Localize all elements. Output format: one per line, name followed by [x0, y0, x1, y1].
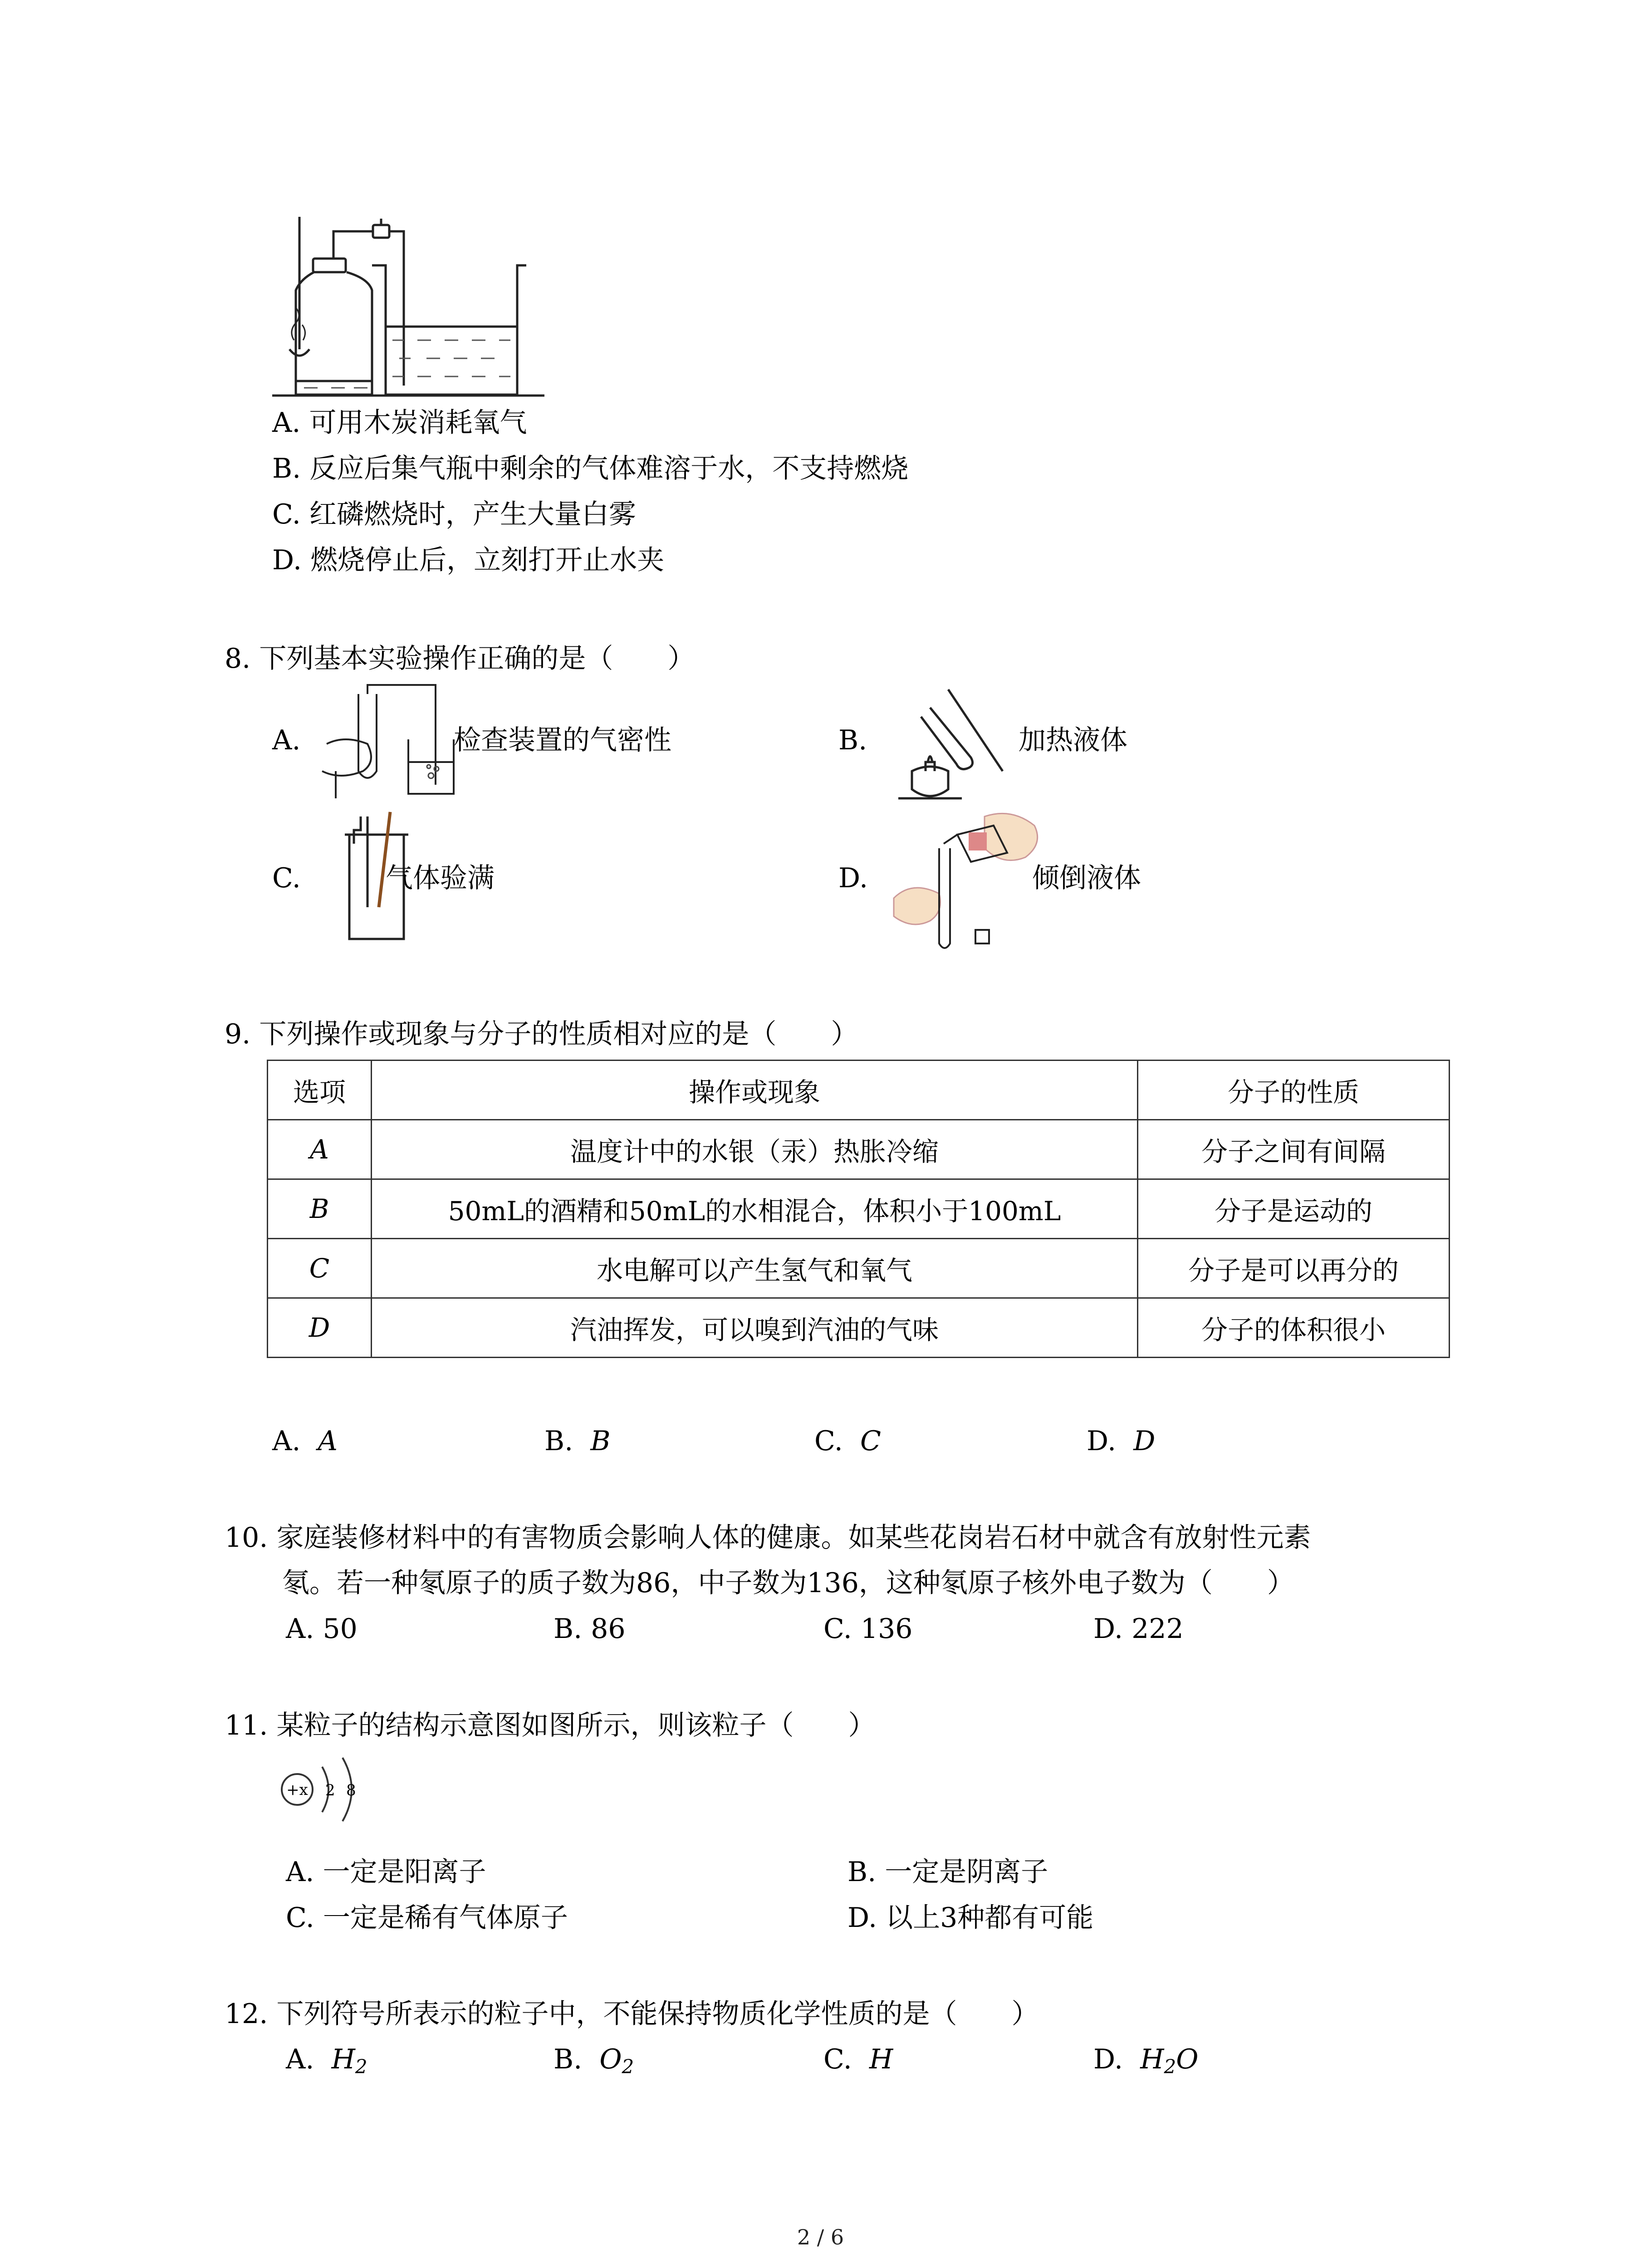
q11-option-b: B. 一定是阴离子	[847, 1856, 1048, 1888]
table-cell: 汽油挥发，可以嗅到汽油的气味	[372, 1298, 1138, 1358]
q11-shell1-label: 2	[325, 1781, 335, 1799]
table-header-cell: 操作或现象	[372, 1061, 1138, 1120]
q11-nucleus-label: +x	[286, 1781, 308, 1799]
q8-option-c-text: 气体验满	[386, 862, 495, 894]
table-header-cell: 分子的性质	[1138, 1061, 1450, 1120]
q8-airtightness-figure	[318, 685, 454, 803]
q11-option-c: C. 一定是稀有气体原子	[286, 1902, 568, 1934]
q7-option-a: A. 可用木炭消耗氧气	[272, 407, 527, 439]
table-cell: B	[268, 1179, 372, 1239]
q8-stem: 8. 下列基本实验操作正确的是（ ）	[225, 643, 695, 675]
q11-shell2-label: 8	[346, 1781, 356, 1799]
q8-option-a-letter: A.	[272, 724, 301, 756]
q8-heating-liquid-figure	[885, 680, 1021, 816]
table-cell: 水电解可以产生氢气和氧气	[372, 1239, 1138, 1298]
table-cell: C	[268, 1239, 372, 1298]
q7-option-d: D. 燃烧停止后，立刻打开止水夹	[272, 544, 665, 576]
table-cell: A	[268, 1120, 372, 1179]
q7-option-b: B. 反应后集气瓶中剩余的气体难溶于水，不支持燃烧	[272, 453, 909, 484]
table-row	[268, 1179, 1450, 1239]
table-row	[268, 1120, 1450, 1179]
table-row	[268, 1239, 1450, 1298]
q10-option-a: A. 50	[286, 1613, 358, 1645]
q9-option-d: D. D	[1087, 1425, 1156, 1457]
q11-option-d: D. 以上3种都有可能	[847, 1902, 1094, 1934]
table-cell: 分子是可以再分的	[1138, 1239, 1450, 1298]
q10-stem-line1: 10. 家庭装修材料中的有害物质会影响人体的健康。如某些花岗岩石材中就含有放射性元素	[225, 1522, 1311, 1554]
q9-table	[267, 1060, 1450, 1358]
q10-option-d: D. 222	[1093, 1613, 1184, 1645]
table-cell: 分子是运动的	[1138, 1179, 1450, 1239]
q12-option-a: A. $H_2$	[286, 2043, 367, 2078]
table-cell: 温度计中的水银（汞）热胀冷缩	[372, 1120, 1138, 1179]
q11-option-a: A. 一定是阳离子	[286, 1856, 486, 1888]
table-cell: 分子之间有间隔	[1138, 1120, 1450, 1179]
q8-option-b-text: 加热液体	[1019, 724, 1127, 756]
q9-option-b: B. B	[544, 1425, 611, 1457]
q8-option-b-letter: B.	[838, 724, 867, 756]
q8-pour-liquid-figure	[885, 807, 1057, 957]
table-header-cell: 选项	[268, 1061, 372, 1120]
q7-apparatus-figure	[254, 213, 753, 404]
q9-option-c: C. C	[814, 1425, 881, 1457]
q8-option-d-letter: D.	[838, 862, 868, 894]
q12-option-c: C. H	[823, 2043, 893, 2075]
q7-option-c: C. 红磷燃烧时，产生大量白雾	[272, 499, 636, 530]
page-number: 2 / 6	[797, 2225, 844, 2249]
q8-option-d-text: 倾倒液体	[1032, 862, 1141, 894]
q10-stem-line2: 氡。若一种氡原子的质子数为86，中子数为136，这种氡原子核外电子数为（ ）	[282, 1567, 1294, 1599]
table-cell: 50mL的酒精和50mL的水相混合，体积小于100mL	[372, 1179, 1138, 1239]
table-cell: 分子的体积很小	[1138, 1298, 1450, 1358]
q11-stem: 11. 某粒子的结构示意图如图所示，则该粒子（ ）	[225, 1710, 876, 1741]
table-header-row	[268, 1061, 1450, 1120]
table-cell: D	[268, 1298, 372, 1358]
q12-option-b: B. $O_2$	[554, 2043, 634, 2078]
q9-stem: 9. 下列操作或现象与分子的性质相对应的是（ ）	[225, 1018, 858, 1050]
q11-structure-diagram	[274, 1751, 370, 1828]
q10-option-c: C. 136	[823, 1613, 913, 1645]
q12-option-d: D. $H_2O$	[1093, 2043, 1199, 2078]
q9-option-a: A. A	[272, 1425, 338, 1457]
table-row	[268, 1298, 1450, 1358]
q8-option-c-letter: C.	[272, 862, 301, 894]
q8-option-a-text: 检查装置的气密性	[454, 724, 671, 756]
q12-stem: 12. 下列符号所表示的粒子中，不能保持物质化学性质的是（ ）	[225, 1998, 1039, 2030]
q10-option-b: B. 86	[554, 1613, 626, 1645]
